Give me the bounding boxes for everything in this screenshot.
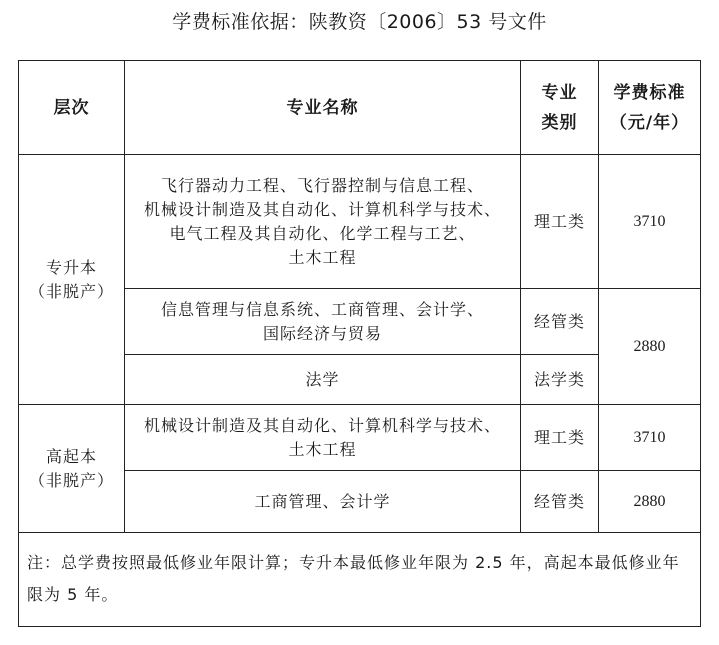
header-level: 层次	[19, 61, 125, 155]
page-title: 学费标准依据：陕教资〔2006〕53 号文件	[172, 11, 547, 33]
level-cell	[19, 155, 125, 405]
header-fee-line1: 学费标准	[613, 82, 686, 103]
header-category-line1: 专业	[541, 82, 578, 103]
major-cell	[125, 289, 521, 355]
major-line: 工商管理、会计学	[254, 491, 391, 511]
table-row	[19, 155, 701, 289]
level-name: 高起本	[45, 446, 97, 466]
major-line: 国际经济与贸易	[262, 323, 382, 343]
major-line: 电气工程及其自动化、化学工程与工艺、	[169, 223, 476, 243]
fee-cell: 3710	[599, 405, 701, 471]
header-major: 专业名称	[125, 61, 521, 155]
fee-cell: 2880	[599, 289, 701, 405]
level-cell	[19, 405, 125, 533]
major-line: 机械设计制造及其自动化、计算机科学与技术、	[143, 415, 501, 435]
header-fee-line2: （元/年）	[609, 112, 690, 133]
category-cell: 经管类	[521, 471, 599, 533]
tuition-table	[18, 60, 701, 627]
category-cell: 理工类	[521, 155, 599, 289]
level-name: 专升本	[45, 257, 97, 277]
category-cell: 法学类	[521, 355, 599, 405]
header-category	[521, 61, 599, 155]
major-line: 信息管理与信息系统、工商管理、会计学、	[160, 299, 484, 319]
category-cell: 经管类	[521, 289, 599, 355]
header-fee	[599, 61, 701, 155]
level-mode: （非脱产）	[28, 470, 114, 490]
fee-cell: 3710	[599, 155, 701, 289]
footnote: 注：总学费按照最低修业年限计算；专升本最低修业年限为 2.5 年，高起本最低修业年限为 5 年。	[19, 533, 701, 627]
level-mode: （非脱产）	[28, 281, 114, 301]
major-cell	[125, 471, 521, 533]
header-row	[19, 61, 701, 155]
major-line: 飞行器动力工程、飞行器控制与信息工程、	[160, 175, 484, 195]
major-cell	[125, 405, 521, 471]
table-row	[19, 405, 701, 471]
major-line: 土木工程	[288, 439, 357, 459]
note-row	[19, 533, 701, 627]
major-line: 机械设计制造及其自动化、计算机科学与技术、	[143, 199, 501, 219]
major-cell	[125, 355, 521, 405]
header-category-line2: 类别	[541, 112, 578, 133]
fee-cell: 2880	[599, 471, 701, 533]
major-line: 土木工程	[288, 247, 357, 267]
major-cell	[125, 155, 521, 289]
category-cell: 理工类	[521, 405, 599, 471]
major-line: 法学	[305, 369, 340, 389]
